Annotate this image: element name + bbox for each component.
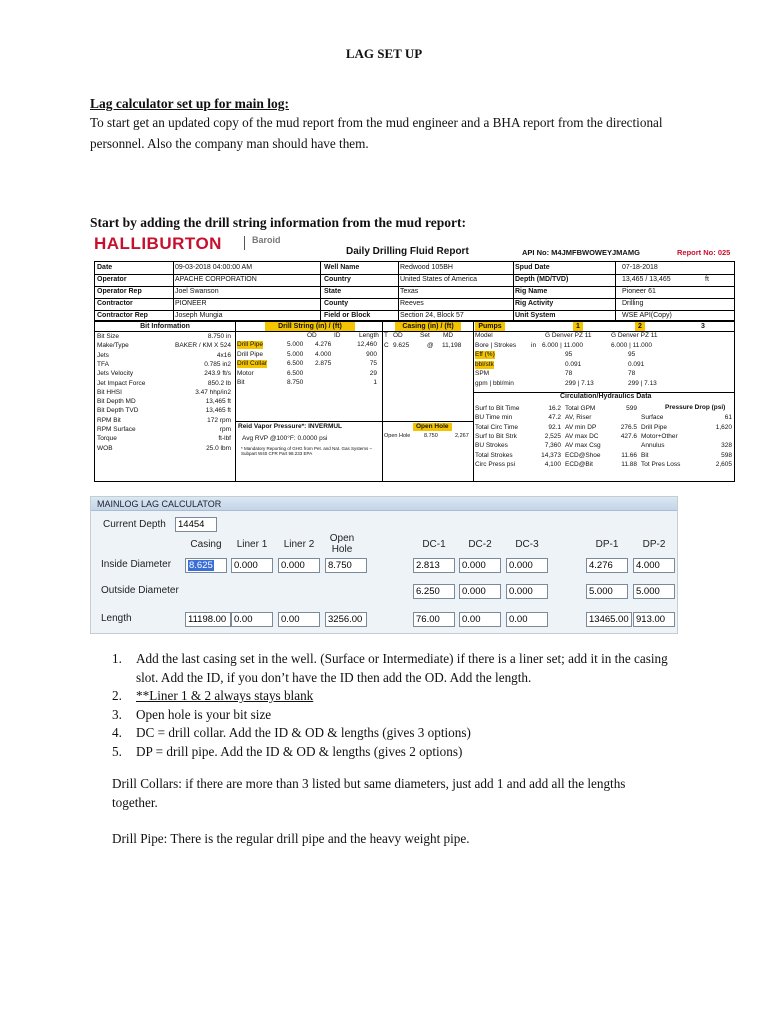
header-cell: Country [324, 276, 351, 283]
drill-string-od: 6.500 [287, 360, 304, 367]
drill-string-item: Drill Pipe [237, 341, 264, 348]
header-cell: Spud Date [515, 264, 550, 271]
av-value: 599 [626, 405, 637, 412]
av-label: AV max DC [565, 432, 599, 440]
circ-label: Total Strokes [475, 451, 513, 459]
pump-2-value: 0.091 [628, 360, 645, 368]
av-label: ECD@Shoe [565, 451, 601, 459]
list-number: 1. [112, 651, 122, 666]
pump-row-label: Eff (%) [475, 351, 495, 358]
input-dc-2-inside-diameter[interactable]: 0.000 [459, 558, 501, 573]
av-label: Total GPM [565, 405, 596, 412]
drill-string-od: 5.000 [287, 341, 304, 348]
drill-string-od: 8.750 [287, 379, 304, 386]
baroid-logo: Baroid [252, 235, 281, 245]
header-cell: Pioneer 61 [622, 288, 656, 295]
bit-info-value: 13,465 ft [205, 398, 231, 406]
drill-string-item: Drill Pipe [237, 350, 264, 358]
row-label-outside-diameter: Outside Diameter [101, 585, 179, 596]
av-label: AV, Riser [565, 414, 592, 422]
header-column-divider [398, 262, 399, 320]
pump-1-value: G Denver PZ 11 [545, 332, 592, 339]
casing-col: Set [420, 332, 430, 339]
pump-unit: in [531, 341, 537, 349]
header-cell: Unit System [515, 312, 556, 319]
circ-label: BU Strokes [475, 442, 508, 450]
bit-info-value: 8.750 in [207, 333, 231, 340]
drill-string-item: Bit [237, 379, 245, 386]
circ-label: Circ Press psi [475, 460, 516, 468]
drill-string-col: ID [334, 332, 341, 339]
av-label: AV max Csg [565, 442, 601, 450]
input-dp-1-inside-diameter[interactable]: 4.276 [586, 558, 628, 573]
drill-string-length: 900 [366, 350, 377, 358]
av-value: 427.6 [620, 432, 637, 440]
av-label: AV min DP [565, 423, 597, 431]
pump-2-value: 95 [628, 351, 636, 358]
pump-1-value: 78 [565, 370, 573, 377]
header-cell: PIONEER [175, 300, 207, 307]
ghg-note: * Mandatory Reporting of GHG from Pet. and Nat. Gas Systems – Subpart W40 CFR Part 98.233 EPA [241, 446, 373, 456]
list-text: Add the last casing set in the well. (Surface or Intermediate) if there is a liner set; add it in the casing slot. Add the ID, if you don’t have the ID then add the OD. Add the length. [136, 651, 668, 685]
header-row [95, 311, 734, 321]
mud-report [92, 232, 737, 484]
pump-1-value: 299 | 7.13 [565, 379, 594, 387]
header-cell: WSE API(Copy) [622, 312, 672, 319]
list-item [112, 687, 672, 706]
pump-1-number: 1 [573, 322, 583, 331]
row-label-inside-diameter: Inside Diameter [101, 559, 172, 570]
list-text: DC = drill collar. Add the ID & OD & lengths (gives 3 options) [136, 725, 471, 740]
av-value: 11.66 [621, 451, 637, 459]
selected-text: 8.625 [189, 560, 213, 571]
input-dc-1-inside-diameter[interactable]: 2.813 [413, 558, 455, 573]
header-cell: Joel Swanson [175, 288, 219, 295]
header-cell: Operator [97, 276, 127, 283]
lag-calculator-window [90, 496, 678, 634]
open-hole-header: Open Hole [413, 423, 452, 431]
bit-info-label: Bit Size [97, 333, 120, 340]
pressure-label: Tot Pres Loss [641, 460, 681, 468]
column-header-dp-2: DP-2 [642, 539, 666, 550]
report-details [94, 321, 735, 482]
header-column-divider [320, 262, 321, 320]
circ-label: BU Time min [475, 414, 513, 422]
drill-string-id: 4.000 [315, 350, 332, 358]
input-dp-2-inside-diameter[interactable]: 4.000 [633, 558, 675, 573]
pressure-value: 61 [724, 414, 732, 422]
bit-info-label: Make/Type [97, 342, 129, 350]
header-row [95, 299, 734, 309]
av-label: ECD@Bit [565, 460, 593, 468]
drill-string-id: 2.875 [315, 360, 332, 367]
pump-row-label: SPM [475, 370, 490, 377]
header-row [95, 287, 734, 297]
drill-string-length: 1 [373, 379, 377, 386]
header-column-divider [173, 262, 174, 320]
pumps-header: Pumps [475, 322, 505, 331]
casing-col: MD [443, 332, 454, 339]
casing-col: T [384, 332, 388, 339]
steps-list [112, 650, 672, 761]
header-cell: Date [97, 264, 113, 271]
drill-pipe-note: Drill Pipe: There is the regular drill pipe and the heavy weight pipe. [112, 831, 470, 846]
section-heading-drill-string: Start by adding the drill string information from the mud report: [90, 215, 466, 230]
pressure-value: 1,620 [715, 423, 732, 431]
bit-info-value: ft-lbf [218, 435, 231, 443]
pump-2-value: 78 [628, 370, 636, 377]
bit-info-value: 243.9 ft/s [204, 370, 231, 378]
pump-2-value: 6.000 | 11.000 [611, 341, 652, 349]
list-number: 4. [112, 725, 122, 740]
header-cell: Operator Rep [97, 288, 142, 295]
input-dc-1-length[interactable]: 76.00 [413, 612, 455, 627]
circ-label: Surf to Bit Time [475, 405, 520, 412]
pressure-value: 328 [721, 442, 732, 450]
casing-value: 11,198 [442, 342, 462, 349]
header-divider [95, 298, 734, 299]
av-value: 276.5 [620, 423, 637, 431]
rvp-value: Avg RVP @100°F: 0.0000 psi [242, 435, 328, 442]
header-row [95, 263, 734, 273]
circ-label: Total Circ Time [475, 423, 518, 431]
list-text: **Liner 1 & 2 always stays blank [136, 688, 314, 703]
pump-2-number: 2 [635, 322, 645, 331]
circ-value: 16.2 [548, 405, 561, 412]
open-hole-label: Open Hole [384, 433, 411, 439]
header-cell: Rig Name [515, 288, 548, 295]
drill-string-od: 5.000 [287, 350, 304, 358]
bit-info-label: RPM Surface [97, 426, 136, 433]
pump-row-label: Bore | Strokes [475, 341, 517, 349]
pump-2-value: G Denver PZ 11 [611, 332, 658, 339]
header-cell: Rig Activity [515, 300, 554, 307]
pressure-label: Drill Pipe [641, 423, 668, 431]
column-header-liner-1: Liner 1 [236, 539, 268, 550]
casing-header: Casing (in) / (ft) [395, 322, 461, 331]
pressure-label: Surface [641, 414, 664, 422]
header-divider [95, 274, 734, 275]
header-cell: United States of America [400, 276, 478, 283]
pump-row-label: Model [475, 332, 493, 339]
input-open-hole-inside-diameter[interactable]: 8.750 [325, 558, 367, 573]
column-header-dp-1: DP-1 [595, 539, 619, 550]
circ-label: Surf to Bit Strk [475, 432, 517, 440]
drill-string-header: Drill String (in) / (ft) [265, 322, 355, 331]
bit-info-label: Torque [97, 435, 117, 443]
header-cell: Drilling [622, 300, 644, 307]
header-cell: Contractor Rep [97, 312, 148, 319]
open-hole-od: 8.750 [424, 433, 438, 439]
input-open-hole-length[interactable]: 3256.00 [325, 612, 367, 627]
report-title: Daily Drilling Fluid Report [346, 246, 469, 257]
header-divider [95, 310, 734, 311]
pressure-drop-header: Pressure Drop (psi) [665, 404, 726, 411]
bit-info-label: WOB [97, 444, 113, 452]
input-liner-2-length[interactable]: 0.00 [278, 612, 320, 627]
circ-value: 14,373 [541, 451, 561, 459]
input-liner-1-inside-diameter[interactable]: 0.000 [231, 558, 273, 573]
drill-string-item: Drill Collar [237, 360, 267, 367]
bit-info-label: Jet Impact Force [97, 379, 146, 387]
pressure-label: Bit [641, 451, 649, 459]
header-cell: Depth (MD/TVD) [515, 276, 569, 283]
header-divider [95, 286, 734, 287]
section-heading-lag-calc: Lag calculator set up for main log: [90, 96, 289, 111]
header-cell: Contractor [97, 300, 133, 307]
column-header-open-hole: Open Hole [329, 533, 355, 555]
bit-info-label: Bit HHSI [97, 388, 122, 396]
header-cell: Field or Block [324, 312, 371, 319]
header-cell: State [324, 288, 342, 295]
column-header-casing: Casing [190, 539, 222, 550]
input-dp-1-length[interactable]: 13465.00 [586, 612, 632, 627]
bit-info-label: Bit Depth MD [97, 398, 136, 406]
bit-info-value: 25.0 lbm [206, 444, 231, 452]
list-item [112, 650, 672, 687]
column-header-liner-2: Liner 2 [283, 539, 315, 550]
pressure-value: 598 [721, 451, 732, 459]
header-cell: Joseph Mungia [175, 312, 223, 319]
page-title: LAG SET UP [345, 46, 423, 61]
circ-value: 7,360 [544, 442, 561, 450]
input-dc-3-length[interactable]: 0.00 [506, 612, 548, 627]
report-number: Report No: 025 [677, 248, 731, 257]
input-dp-2-length[interactable]: 913.00 [633, 612, 675, 627]
open-hole-length: 2,267 [455, 433, 469, 439]
list-item [112, 724, 672, 743]
header-cell: County [324, 300, 349, 307]
column-header-dc-2: DC-2 [468, 539, 492, 550]
drill-string-col: OD [307, 332, 317, 339]
header-cell: Section 24, Block 57 [400, 312, 464, 319]
drill-string-length: 75 [369, 360, 377, 367]
header-cell: Texas [400, 288, 419, 295]
api-number: API No: M4JMFBWOWEYJMAMG [522, 248, 640, 257]
pressure-label: Annulus [641, 442, 665, 450]
bit-info-value: 13,465 ft [205, 407, 231, 415]
bit-info-value: 172 rpm [207, 416, 231, 424]
input-liner-2-inside-diameter[interactable]: 0.000 [278, 558, 320, 573]
bit-info-label: Jets [97, 351, 109, 359]
column-header-dc-3: DC-3 [515, 539, 539, 550]
header-cell: 13,465 / 13,465 [622, 276, 671, 283]
pump-1-value: 0.091 [565, 360, 582, 368]
input-dp-1-outside-diameter[interactable]: 5.000 [586, 584, 628, 599]
list-number: 5. [112, 743, 122, 759]
pressure-label: Motor+Other [641, 432, 678, 440]
circ-value: 4,100 [544, 460, 561, 468]
halliburton-logo: HALLIBURTON [94, 234, 222, 253]
input-casing-inside-diameter[interactable] [185, 558, 227, 573]
bit-info-value: 850.2 lb [207, 379, 231, 387]
rvp-label: Reid Vapor Pressure*: INVERMUL [238, 423, 343, 430]
list-text: DP = drill pipe. Add the ID & OD & lengths (gives 2 options) [136, 743, 463, 759]
list-item [112, 706, 672, 725]
av-value: 11.88 [621, 460, 637, 468]
header-cell: APACHE CORPORATION [175, 276, 257, 283]
bit-info-value: 0.785 in2 [204, 360, 231, 368]
circ-value: 47.2 [548, 414, 561, 422]
report-header-grid [94, 261, 735, 321]
pump-2-value: 299 | 7.13 [628, 379, 657, 387]
bit-info-value: 3.47 hhp/in2 [195, 388, 231, 396]
pressure-value: 2,605 [715, 460, 732, 468]
header-cell: Redwood 105BH [400, 264, 453, 271]
current-depth-label: Current Depth [103, 519, 166, 530]
drill-string-id: 4.276 [315, 341, 332, 348]
list-number: 2. [112, 688, 122, 703]
drill-string-od: 6.500 [287, 369, 304, 377]
bit-info-label: RPM Bit [97, 416, 121, 424]
drill-collars-note: Drill Collars: if there are more than 3 listed but same diameters, just add 1 and add all the lengths together. [112, 776, 626, 810]
circ-value: 2,525 [544, 432, 561, 440]
header-row [95, 275, 734, 285]
pump-3-number: 3 [701, 323, 705, 330]
header-cell: Well Name [324, 264, 360, 271]
input-casing-length[interactable]: 11198.00 [185, 612, 231, 627]
current-depth-input[interactable]: 14454 [175, 517, 217, 532]
bit-info-label: Bit Depth TVD [97, 407, 139, 415]
list-item [112, 743, 672, 762]
input-liner-1-length[interactable]: 0.00 [231, 612, 273, 627]
lag-calculator-title: MAINLOG LAG CALCULATOR [91, 497, 677, 511]
drill-string-length: 29 [369, 369, 377, 377]
bit-info-label: Jets Velocity [97, 370, 134, 378]
list-text: Open hole is your bit size [136, 706, 272, 722]
intro-paragraph: To start get an updated copy of the mud report from the mud engineer and a BHA report from the directional personnel. Also the company man should have them. [90, 115, 663, 151]
list-number: 3. [112, 706, 122, 722]
logo-separator [244, 236, 245, 250]
circ-value: 92.1 [548, 423, 561, 431]
bit-info-label: TFA [97, 360, 109, 368]
casing-col: OD [393, 332, 403, 339]
bit-info-header: Bit Information [140, 323, 190, 330]
header-column-divider [615, 262, 616, 320]
column-header-dc-1: DC-1 [422, 539, 446, 550]
pump-row-label: bbl/stk [475, 360, 494, 368]
input-dc-3-outside-diameter[interactable]: 0.000 [506, 584, 548, 599]
drill-string-col: Length [359, 332, 379, 339]
input-dc-2-length[interactable]: 0.00 [459, 612, 501, 627]
input-dc-3-inside-diameter[interactable]: 0.000 [506, 558, 548, 573]
casing-value: @ [427, 342, 434, 349]
input-dc-2-outside-diameter[interactable]: 0.000 [459, 584, 501, 599]
input-dp-2-outside-diameter[interactable]: 5.000 [633, 584, 675, 599]
pump-1-value: 6.000 | 11.000 [542, 341, 583, 349]
drill-string-item: Motor [237, 369, 254, 377]
header-cell: 07-18-2018 [622, 264, 658, 271]
header-cell: Reeves [400, 300, 424, 307]
pump-row-label: gpm | bbl/min [475, 379, 514, 387]
pump-1-value: 95 [565, 351, 573, 358]
drill-string-length: 12,460 [357, 341, 377, 348]
bit-info-value: 4x16 [216, 351, 231, 359]
casing-value: 9.625 [393, 342, 410, 349]
header-cell: 09-03-2018 04:00:00 AM [175, 264, 253, 271]
input-dc-1-outside-diameter[interactable]: 6.250 [413, 584, 455, 599]
casing-value: C [384, 342, 389, 349]
header-column-divider [513, 262, 514, 320]
bit-info-value: BAKER / KM X 524 [175, 342, 231, 350]
bit-info-value: rpm [219, 426, 231, 433]
header-cell: ft [705, 276, 709, 283]
circ-header: Circulation/Hydraulics Data [560, 393, 652, 400]
row-label-length: Length [101, 613, 132, 624]
